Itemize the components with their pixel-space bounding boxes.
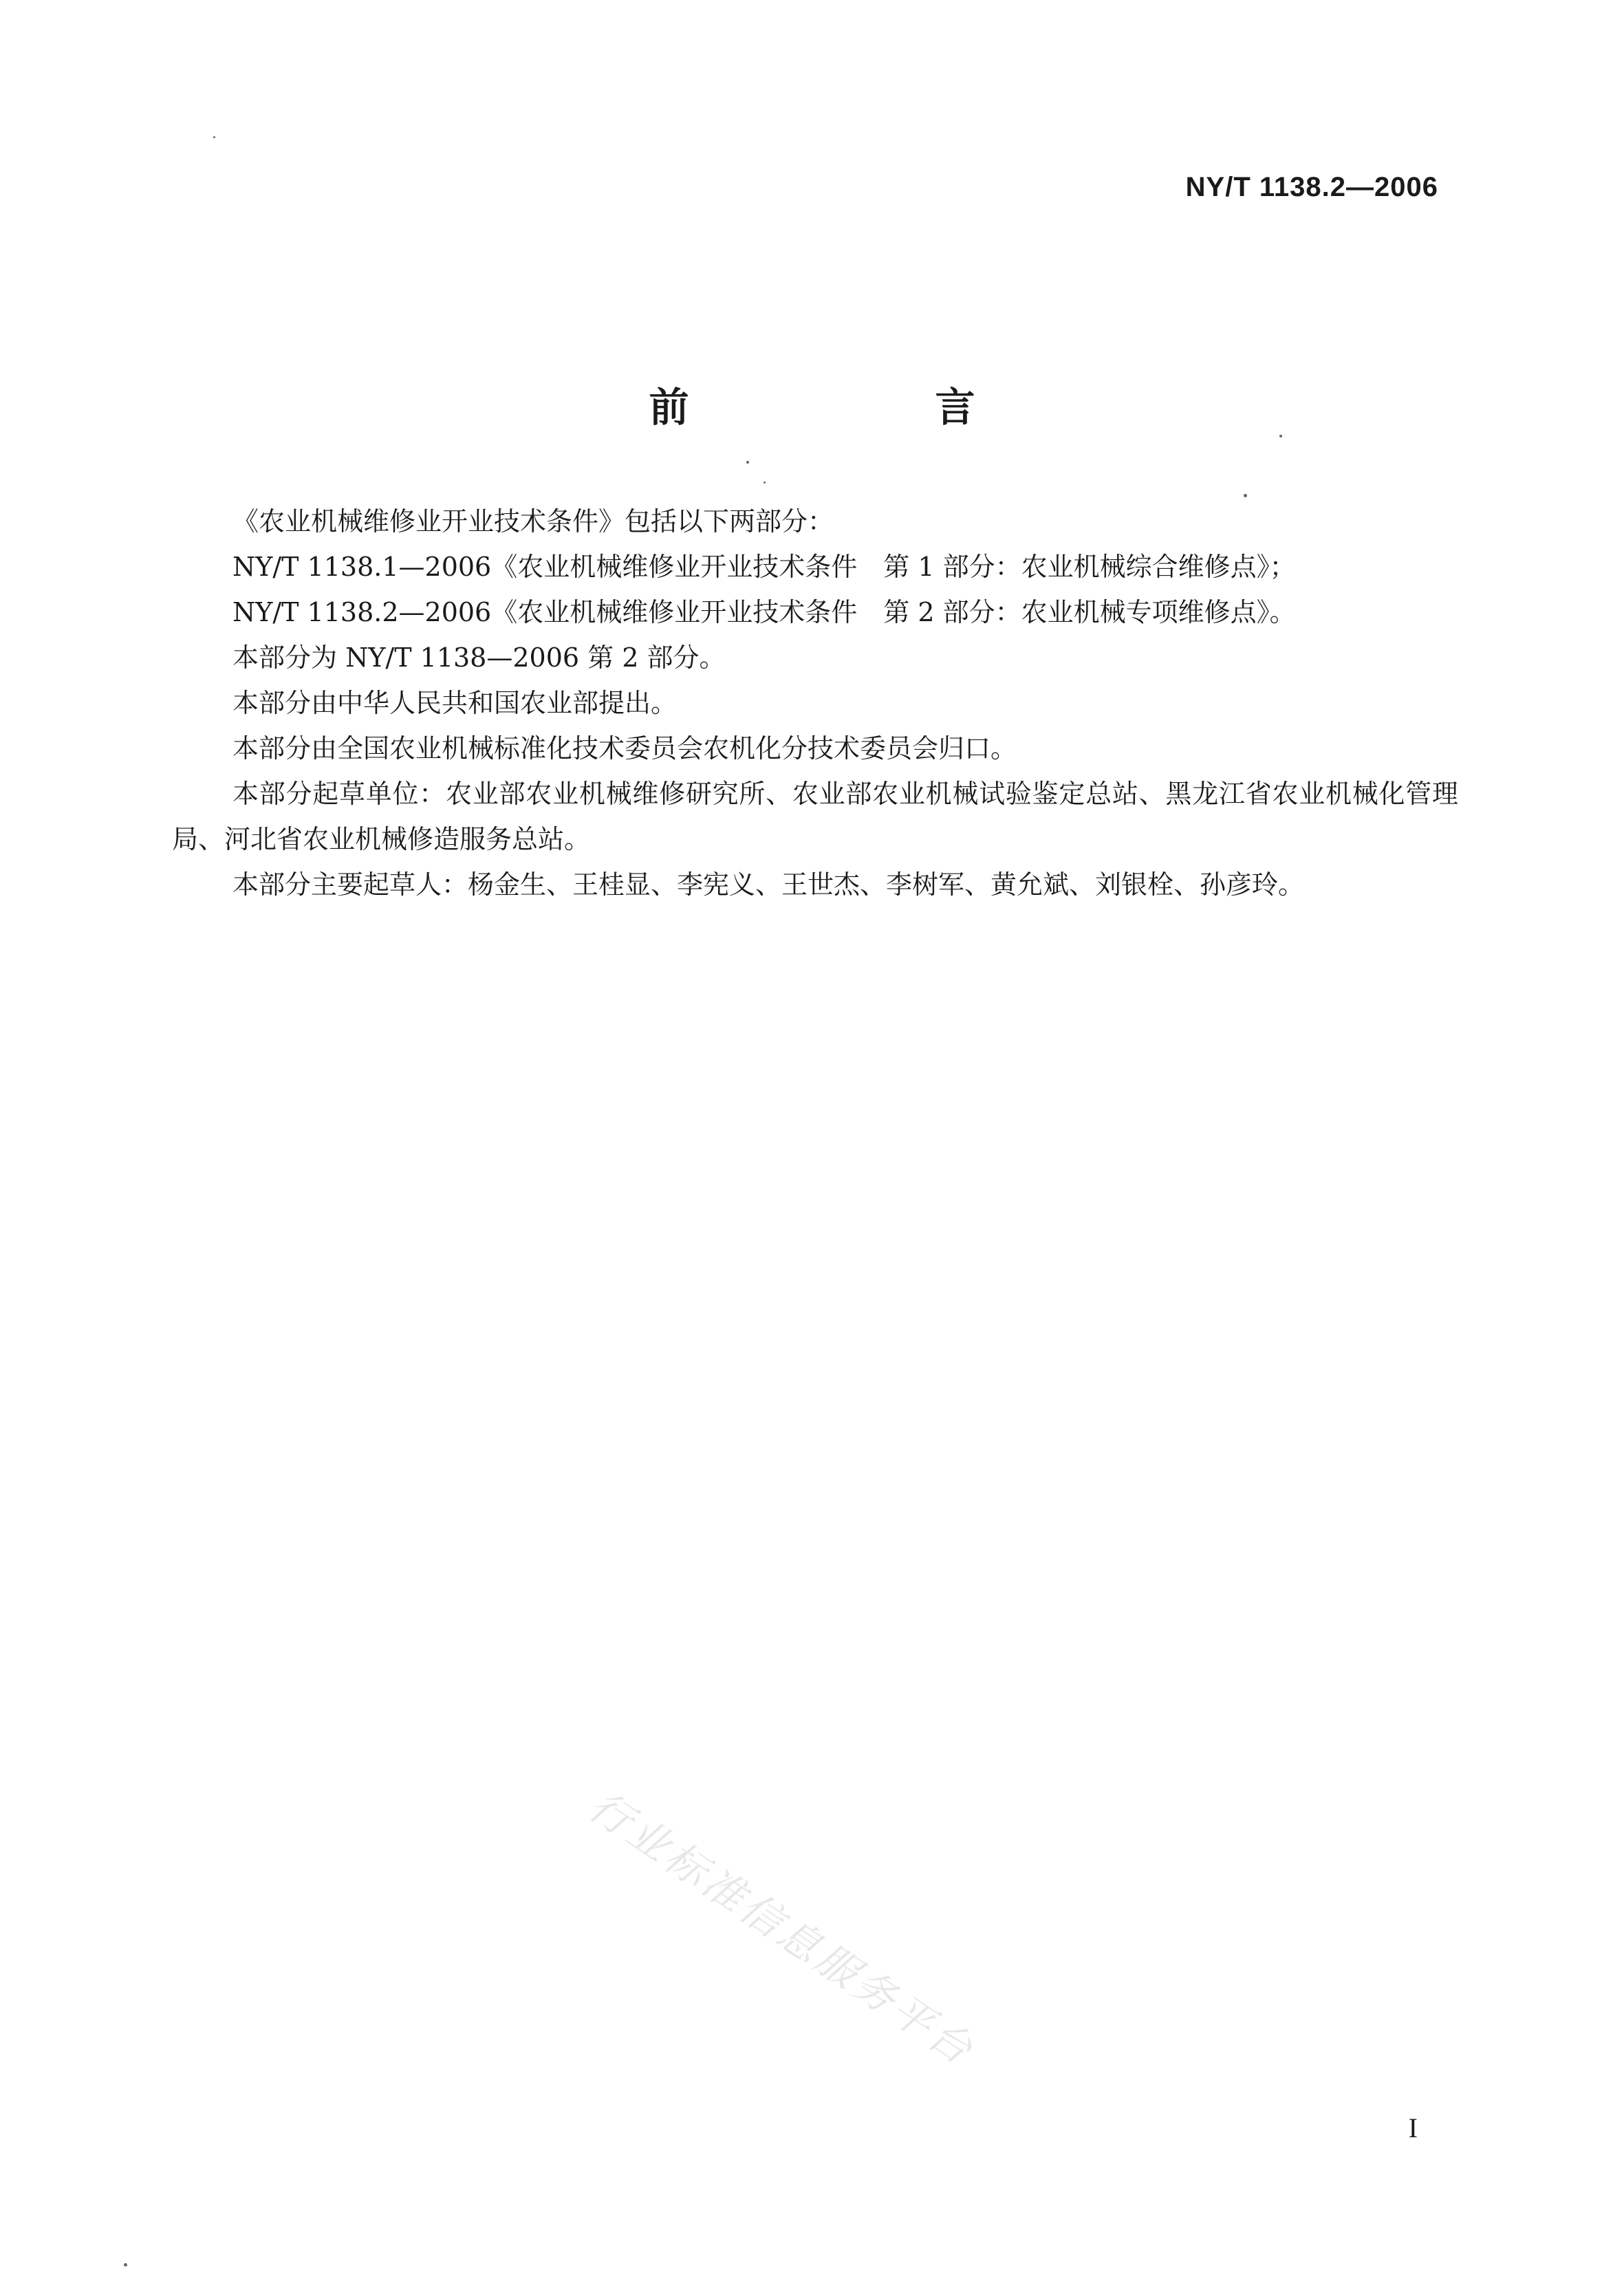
paragraph-proposer: 本部分由中华人民共和国农业部提出。 xyxy=(232,688,678,718)
scan-speck xyxy=(124,2263,127,2267)
watermark: 行业标准信息服务平台 xyxy=(580,1782,984,2076)
paragraph-part1-reference: NY/T 1138.1—2006《农业机械维修业开业技术条件 第 1 部分：农业机械综合维修点》； xyxy=(232,552,1296,582)
paragraph-part-statement: 本部分为 NY/T 1138—2006 第 2 部分。 xyxy=(232,642,726,673)
standard-code: NY/T 1138.2—2006 xyxy=(1185,172,1438,202)
paragraph-part2-reference: NY/T 1138.2—2006《农业机械维修业开业技术条件 第 2 部分：农业机械专项维修点》。 xyxy=(232,597,1296,627)
scan-speck xyxy=(1279,435,1282,437)
paragraph-drafting-units: 本部分起草单位：农业部农业机械维修研究所、农业部农业机械试验鉴定总站、黑龙江省农业机械化管理局、河北省农业机械修造服务总站。 xyxy=(172,779,1458,854)
foreword-body xyxy=(172,499,1458,907)
scan-speck xyxy=(746,461,749,464)
scan-speck xyxy=(764,482,766,484)
page-title: 前 言 xyxy=(649,384,1079,431)
paragraph-committee: 本部分由全国农业机械标准化技术委员会农机化分技术委员会归口。 xyxy=(232,733,1017,764)
paragraph-intro: 《农业机械维修业开业技术条件》包括以下两部分： xyxy=(232,506,834,537)
page-number: I xyxy=(1408,2112,1418,2143)
paragraph-drafters: 本部分主要起草人：杨金生、王桂显、李宪义、王世杰、李树军、黄允斌、刘银栓、孙彦玲。 xyxy=(232,869,1305,900)
scan-speck xyxy=(1244,494,1247,497)
scan-speck xyxy=(213,136,215,138)
